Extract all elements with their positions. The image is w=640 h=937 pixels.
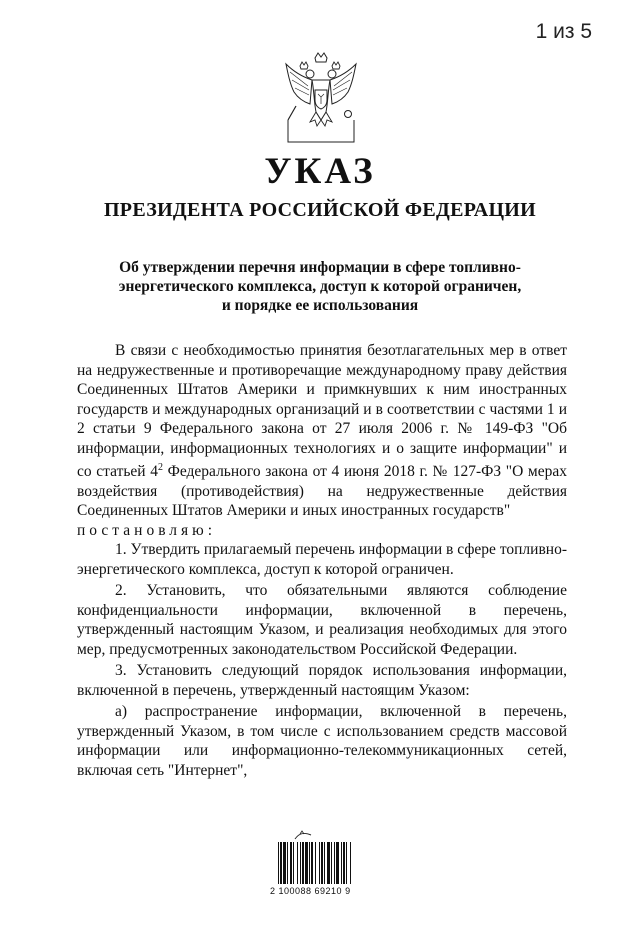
list-item: 2. Установить, что обязательными являются соблюдение конфиденциальности информации, включенной в перечень, утвержденный настоящим Указом, и реализация необходимых для этого мер, предусмотренных законодательством Российской Федерации. xyxy=(77,582,567,658)
preamble-text: В связи с необходимостью принятия безотлагательных мер в ответ на недружественные и противоречащие международному праву действия Соединенных Штатов Америки и примкнувших к ним иностранных государств и международных организаций и в соответствии с частями 1 и 2 статьи 9 Федерального закона от 27 июля 2006 г. № 149-ФЗ "Об информации, информационных технологиях и о защите информации" и со статьей 4 xyxy=(77,342,567,481)
print-mark-icon xyxy=(294,830,312,840)
heading-line: и порядке ее использования xyxy=(221,297,419,314)
coat-of-arms-emblem xyxy=(282,50,360,146)
preamble-paragraph xyxy=(77,341,567,521)
heading-line: Об утверждении перечня информации в сфере топливно- xyxy=(119,259,521,276)
document-body xyxy=(77,341,567,780)
document-heading xyxy=(60,258,580,315)
barcode-icon xyxy=(278,842,378,884)
page-counter: 1 из 5 xyxy=(535,20,592,43)
list-item: 3. Установить следующий порядок использования информации, включенной в перечень, утвержденный настоящим Указом: xyxy=(77,662,567,699)
list-item: а) распространение информации, включенной в перечень, утвержденный Указом, в том числе с использованием средств массовой информации или информационно-телекоммуникационных сетей, включая сеть "Интернет", xyxy=(77,703,567,779)
list-item: 1. Утвердить прилагаемый перечень информации в сфере топливно-энергетического комплекса, доступ к которой ограничен. xyxy=(77,541,567,578)
heading-line: энергетического комплекса, доступ к которой ограничен, xyxy=(118,278,522,295)
document-title: УКАЗ xyxy=(264,151,376,192)
decree-word: постановляю: xyxy=(77,521,217,539)
barcode-number: 2 100088 69210 9 xyxy=(270,886,351,896)
preamble-text-continued: Федерального закона от 4 июня 2018 г. № 127-ФЗ "О мерах воздействия (противодействия) на недружественные действия Соединенных Штатов Америки и иных иностранных государств" xyxy=(77,463,567,520)
superscript: 2 xyxy=(157,462,163,473)
document-subtitle: ПРЕЗИДЕНТА РОССИЙСКОЙ ФЕДЕРАЦИИ xyxy=(103,199,537,221)
